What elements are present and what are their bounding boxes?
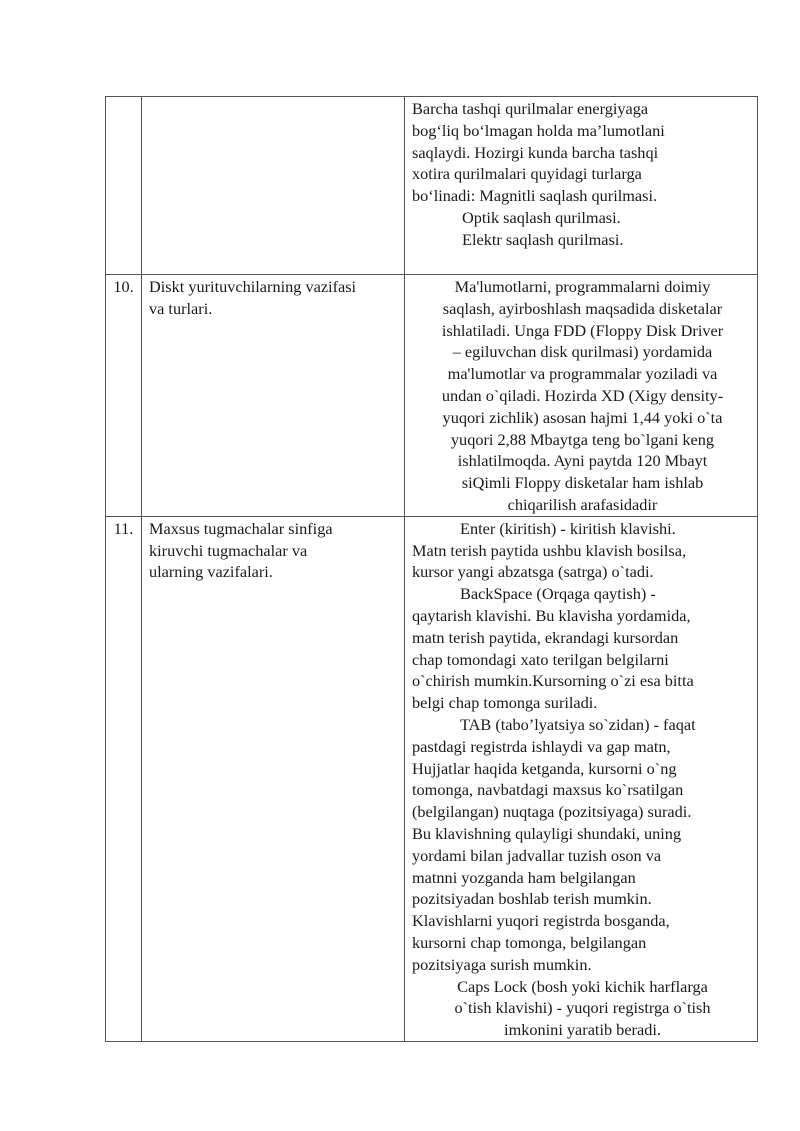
description-line: Ma'lumotlarni, programmalarni doimiy bbox=[454, 277, 711, 296]
description-line: Caps Lock (bosh yoki kichik harflarga bbox=[457, 976, 708, 996]
description-line: undan o`qiladi. Hozirda XD (Xigy density- bbox=[441, 385, 724, 405]
table-row bbox=[106, 275, 758, 517]
description-cell bbox=[405, 275, 758, 517]
description-line: yordami bilan jadvallar tuzish oson va bbox=[412, 845, 662, 865]
topic-cell bbox=[142, 275, 405, 517]
description-line: xotira qurilmalari quyidagi turlarga bbox=[412, 164, 642, 184]
description-line: saqlaydi. Hozirgi kunda barcha tashqi bbox=[412, 142, 659, 162]
description-cell bbox=[405, 97, 758, 275]
topic-cell bbox=[142, 516, 405, 1041]
table-row bbox=[106, 97, 758, 275]
description-line: Hujjatlar haqida ketganda, kursorni o`ng bbox=[412, 758, 677, 778]
description-line: (belgilangan) nuqtaga (pozitsiyaga) suradi. bbox=[412, 802, 692, 822]
row-number: 10. bbox=[113, 277, 134, 296]
description-line: yuqori 2,88 Mbaytga teng bo`lgani keng bbox=[450, 429, 715, 449]
description-line: chap tomondagi xato terilgan belgilarni bbox=[412, 649, 669, 669]
row-number: 11. bbox=[113, 518, 134, 538]
description-line: ma'lumotlar va programmalar yoziladi va bbox=[447, 364, 718, 384]
description-line: Barcha tashqi qurilmalar energiyaga bbox=[412, 99, 649, 118]
description-line: belgi chap tomonga suriladi. bbox=[412, 693, 598, 713]
topic-line: Maxsus tugmachalar sinfiga bbox=[149, 518, 333, 538]
description-line: bo‘linadi: Magnitli saqlash qurilmasi. bbox=[412, 186, 658, 206]
description-line: chiqarilish arafasidadir bbox=[507, 494, 658, 514]
description-line: Elektr saqlash qurilmasi. bbox=[462, 229, 624, 249]
description-line: Optik saqlash qurilmasi. bbox=[462, 207, 621, 227]
topic-line: Diskt yurituvchilarning vazifasi bbox=[149, 277, 357, 296]
row-number bbox=[106, 97, 141, 98]
content-table bbox=[105, 96, 758, 1042]
description-line: pozitsiyaga surish mumkin. bbox=[412, 954, 592, 974]
row-number-cell bbox=[106, 275, 142, 517]
description-line: – egiluvchan disk qurilmasi) yordamida bbox=[452, 342, 713, 362]
description-line: Bu klavishning qulayligi shundaki, uning bbox=[412, 823, 682, 843]
description-line: Enter (kiritish) - kiritish klavishi. bbox=[460, 518, 676, 538]
description-line: kursor yangi abzatsga (satrga) o`tadi. bbox=[412, 562, 654, 582]
row-number-cell bbox=[106, 516, 142, 1041]
description-line: ishlatilmoqda. Ayni paytda 120 Mbayt bbox=[457, 451, 708, 471]
topic-line: va turlari. bbox=[149, 298, 213, 318]
description-line: pastdagi registrda ishlaydi va gap matn, bbox=[412, 736, 671, 756]
description-line: yuqori zichlik) asosan hajmi 1,44 yoki o`ta bbox=[442, 407, 723, 427]
description-line: ishlatiladi. Unga FDD (Floppy Disk Driver bbox=[441, 320, 724, 340]
description-line: qaytarish klavishi. Bu klavisha yordamida, bbox=[412, 605, 691, 625]
description-line: kursorni chap tomonga, belgilangan bbox=[412, 932, 647, 952]
table-row bbox=[106, 516, 758, 1041]
topic-line: kiruvchi tugmachalar va bbox=[149, 540, 308, 560]
description-line: Matn terish paytida ushbu klavish bosilsa, bbox=[412, 540, 687, 560]
topic-cell bbox=[142, 97, 405, 275]
topic-line: ularning vazifalari. bbox=[149, 562, 273, 582]
description-line: matn terish paytida, ekrandagi kursordan bbox=[412, 627, 679, 647]
description-cell bbox=[405, 516, 758, 1041]
description-line: siQimli Floppy disketalar ham ishlab bbox=[461, 473, 704, 493]
description-line: bog‘liq bo‘lmagan holda ma’lumotlani bbox=[412, 120, 665, 140]
row-number-cell bbox=[106, 97, 142, 275]
description-line: pozitsiyadan boshlab terish mumkin. bbox=[412, 889, 652, 909]
description-line: matnni yozganda ham belgilangan bbox=[412, 867, 636, 887]
description-line: o`chirish mumkin.Kursorning o`zi esa bitta bbox=[412, 671, 694, 691]
description-line: saqlash, ayirboshlash maqsadida disketalar bbox=[442, 298, 723, 318]
description-line: o`tish klavishi) - yuqori registrga o`tish bbox=[454, 998, 711, 1018]
description-line: TAB (tabo’lyatsiya so`zidan) - faqat bbox=[460, 714, 696, 734]
description-line: BackSpace (Orqaga qaytish) - bbox=[460, 584, 656, 604]
description-line: tomonga, navbatdagi maxsus ko`rsatilgan bbox=[412, 780, 684, 800]
description-line: Klavishlarni yuqori registrda bosganda, bbox=[412, 911, 670, 931]
description-line: imkonini yaratib beradi. bbox=[504, 1020, 661, 1040]
